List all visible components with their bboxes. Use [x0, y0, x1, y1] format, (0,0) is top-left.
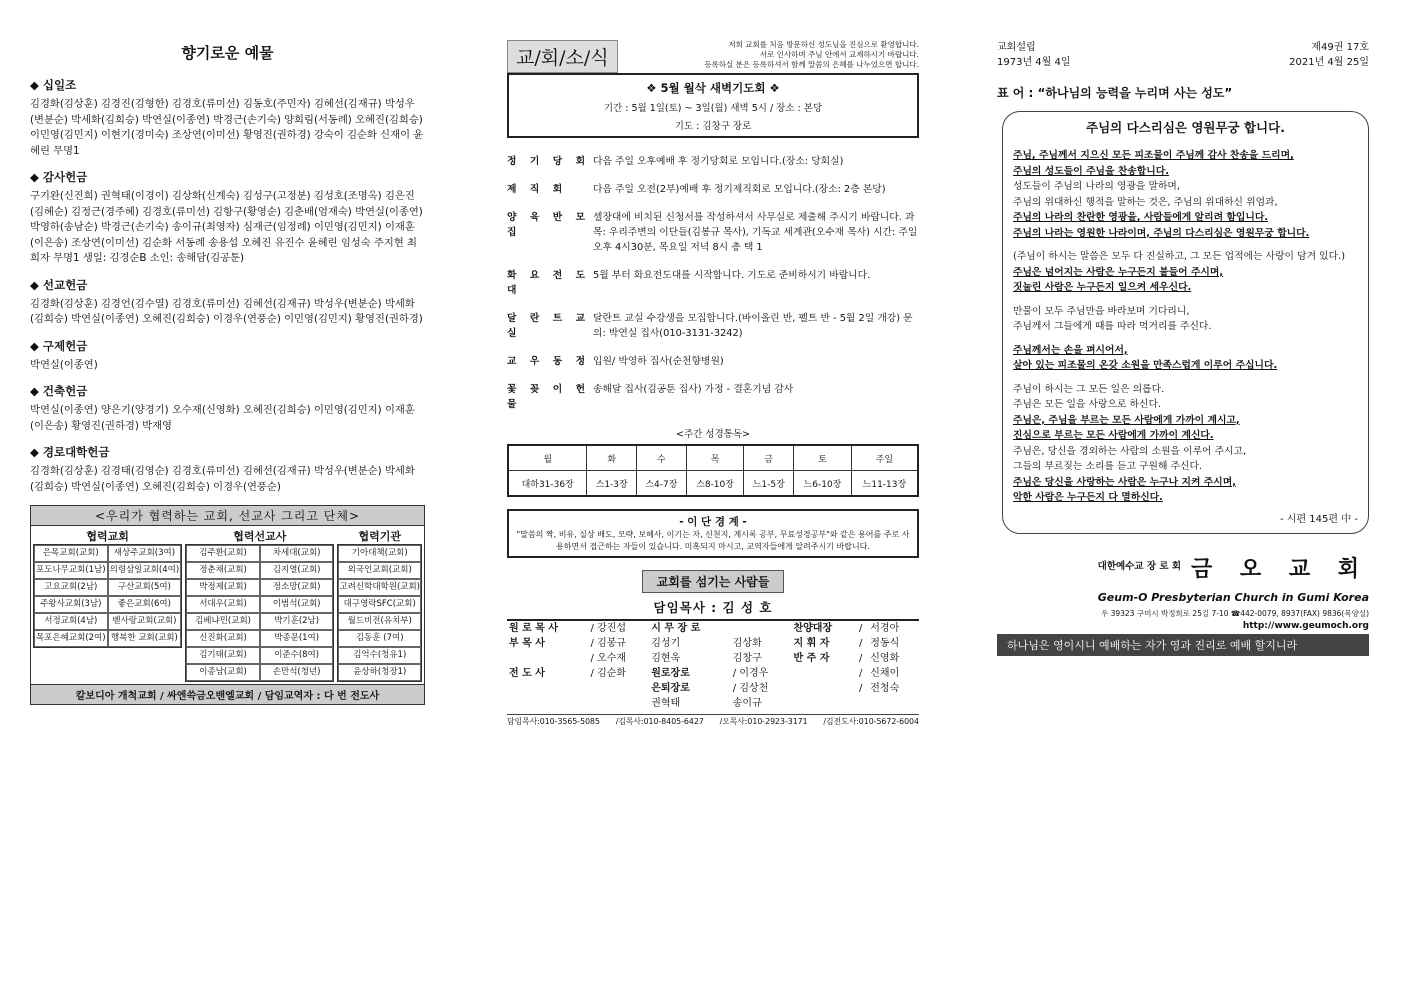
offering-section	[30, 383, 425, 434]
staff-cell: 신채이	[870, 668, 900, 679]
staff-cell: 서경아	[870, 623, 900, 634]
offering-section	[30, 277, 425, 328]
news-intro: 저희 교회를 처음 방문하신 성도님을 진심으로 환영합니다. 서로 인사하며 주님 안에서 교제하시기 바랍니다. 등록하실 분은 등록하셔서 함께 말씀의 은혜를 나누었으면 합니다.	[704, 40, 919, 69]
offering-heading: ◆ 선교헌금	[30, 277, 88, 292]
staff-cell	[589, 681, 650, 696]
psalm-line: 주님의 나라는 영원한 나라이며, 주님의 다스리심은 영원무궁 합니다.	[1013, 227, 1310, 239]
offering-heading: ◆ 경로대학헌금	[30, 445, 110, 459]
notice-text: 달란트 교실 수강생을 모집합니다.(바이올린 반, 펠트 반 - 5월 2일 개강) 문의: 박연실 집사(010-3131-3242)	[593, 313, 913, 339]
staff-cell	[507, 651, 589, 666]
partner-missionary: 서대우(교회)	[186, 596, 260, 613]
church-url[interactable]: http://www.geumoch.org	[1242, 620, 1369, 631]
partner-church: 새상주교회(3여)	[108, 545, 182, 562]
church-english-name: Geum-O Presbyterian Church in Gumi Korea	[1097, 590, 1369, 604]
warning-title: - 이 단 경 계 -	[679, 516, 747, 528]
psalm-line: 그들의 부르짖는 소리를 듣고 구원해 주신다.	[1013, 461, 1203, 472]
partners-title: <우리가 협력하는 교회, 선교사 그리고 단체>	[31, 506, 424, 526]
notice-label: 화 요 전 도 대	[507, 270, 591, 296]
warning-text: "말씀의 짝, 비유, 실상 배도, 모략, 보혜사, 이기는 자, 신천지, 계시록 공부, 무료성경공부"와 같은 용어를 주로 사용하면서 접근하는 자들이 있습니다. 미혹되지 마시고, 교역자들에게 알려주시기 바랍니다.	[516, 530, 910, 551]
staff-row	[507, 636, 919, 651]
partner-missionary: 손만석(청년)	[260, 664, 334, 681]
offering-heading: ◆ 감사헌금	[30, 170, 88, 184]
psalm-line: 주님께서는 손을 펴시어서,	[1013, 344, 1128, 356]
partner-church: 목포은혜교회(2여)	[34, 630, 108, 647]
psalm-reference: - 시편 145편 中 -	[1280, 513, 1358, 525]
church-name: 금 오 교 회	[1191, 555, 1369, 582]
partner-missionary: 박정제(교회)	[186, 579, 260, 596]
partner-missionary: 박기훈(2남)	[260, 613, 334, 630]
staff-row	[507, 666, 919, 681]
bible-day: 토	[794, 445, 852, 471]
offering-names: 김경화(김상훈) 김경언(김수열) 김경호(류미선) 김혜선(김재규) 박성우(변분순) 박세화(김희승) 박연실(이종연) 오혜진(김희승) 이경우(연풍순) 이민영(김민지) 황영진(권하경)	[30, 297, 423, 325]
staff-cell: 권혁태	[651, 698, 681, 709]
staff-cell: /	[858, 668, 863, 679]
partner-org: 대구영락SFC(교회)	[338, 596, 421, 613]
staff-cell: / 김순화	[590, 668, 627, 679]
partner-missionaries-head: 협력선교사	[185, 528, 334, 545]
partners-footer: 칼보디아 개척교회 / 싸엔쓱금오밴엘교회 / 담임교역자 : 다 번 전도사	[31, 684, 424, 704]
partner-missionary: 박종문(1여)	[260, 630, 334, 647]
staff-cell	[868, 696, 919, 711]
phone-list	[507, 714, 919, 727]
notice-item	[507, 154, 919, 169]
partner-orgs	[337, 528, 422, 682]
psalm-line: 진심으로 부르는 모든 사람에게 가까이 계신다.	[1013, 430, 1214, 441]
offering-names: 박연실(이종연) 양은기(양경기) 오수재(신영화) 오혜진(김희승) 이민영(김민지) 이재훈(이은송) 황영진(권하경) 박재영	[30, 404, 415, 432]
phone-number: /김전도사:010-5672-6004	[823, 717, 919, 726]
staff-cell: /	[858, 623, 863, 634]
psalm-box	[1002, 111, 1369, 534]
staff-cell: 김현욱	[651, 653, 681, 664]
staff-cell: / 이경우	[732, 668, 769, 679]
offering-heading: ◆ 구제헌금	[30, 338, 88, 353]
offering-names: 박연실(이종연)	[30, 358, 98, 371]
bible-title: <주간 성경통독>	[675, 429, 750, 440]
news-tab: 교/회/소/식	[507, 40, 618, 73]
dawn-line2: 기도 : 김창구 장로	[674, 121, 752, 132]
partner-missionary: 김베냐민(교회)	[186, 613, 260, 630]
offering-section	[30, 444, 425, 495]
partner-missionary: 김주환(교회)	[186, 545, 260, 562]
psalm-line: 살아 있는 피조물의 온갖 소원을 만족스럽게 이루어 주십니다.	[1013, 360, 1278, 371]
partner-church: 주왕사교회(3남)	[34, 596, 108, 613]
partner-org: 월드비전(유치부)	[338, 613, 421, 630]
motto: 표 어 : “하나님의 능력을 누리며 사는 성도”	[997, 86, 1233, 100]
partner-church: 서정교회(4남)	[34, 613, 108, 630]
psalm-line: 주님은, 주님을 부르는 모든 사람에게 가까이 계시고,	[1013, 414, 1240, 426]
notice-text: 셀장대에 비치된 신청서를 작성하셔서 사무실로 제출해 주시기 바랍니다. 과목: 우리주변의 이단들(김봉규 목사), 기독교 세계관(오수재 목사) 시간: 주일 오후 4시30분, 목요일 저녁 8시 총 택 1	[593, 212, 918, 253]
psalm-gap	[1013, 374, 1358, 382]
psalm-line: 주님, 주님께서 지으신 모든 피조물이 주님께 감사 찬송을 드리며,	[1013, 150, 1294, 161]
partner-missionary: 정춘채(교회)	[186, 562, 260, 579]
notice-label: 달 란 트 교 실	[507, 313, 591, 339]
staff-cell: 원로장로	[651, 668, 690, 679]
offering-names: 구기완(신진희) 권혁태(이경이) 김상화(신계숙) 김성구(고정분) 김성호(조명옥) 김은진(김혜순) 김정근(경주혜) 김경호(류미선) 김항구(황영순) 김춘배(엄재숙) 박연실(이종연) 박영하(송남순) 박경근(손기숙) 송이규(최영자) 심재근(임정례) 이민영(김민지) 이재훈(이은송) 조상연(이미선) 김순화 서동례 송용섭 오혜진 유진수 윤혜린 임성숙 주지현 최희자 무명1 생일: 김경순B 소인: 송해담(김공툰)	[30, 190, 423, 264]
partner-church: 의령삼일교회(4여)	[108, 562, 182, 579]
bible-reading-table	[507, 444, 919, 497]
founded-date: 1973년 4월 4일	[997, 57, 1071, 68]
staff-cell: 정동식	[870, 638, 900, 649]
psalm-gap	[1013, 296, 1358, 304]
staff-cell	[791, 681, 856, 696]
offering-names: 김경화(김상훈) 김경진(김형한) 김경호(류미선) 김동호(주민자) 김혜선(김재규) 박성우(변분순) 박세화(김희승) 박연실(이종연) 박경근(손기숙) 양희림(서동례) 오혜진(김희승) 이민영(김민지) 이현기(경미숙) 조상연(이미선) 황영진(권하경) 강숙이 김순화 신재이 윤혜린 무명1	[30, 98, 424, 157]
psalm-line: 주님은 모든 일을 사랑으로 하신다.	[1013, 399, 1162, 410]
bible-reading: 느1-5장	[744, 471, 794, 497]
partner-church: 포도나무교회(1남)	[34, 562, 108, 579]
slogan-banner: 하나님은 영이시니 예배하는 자가 영과 진리로 예배 할지니라	[997, 634, 1369, 656]
cover-column	[997, 40, 1369, 656]
partner-missionary: 김지열(교회)	[260, 562, 334, 579]
notice-text: 다음 주일 오전(2부)예배 후 정기제직회로 모입니다.(장소: 2층 본당)	[593, 184, 886, 195]
church-address: 우 39323 구미시 박정희로 25길 7-10 ☎442-0079, 8937(FAX) 9836(목양실)	[1100, 608, 1369, 618]
psalm-gap	[1013, 335, 1358, 343]
bible-day: 수	[637, 445, 687, 471]
partner-church: 고요교회(2남)	[34, 579, 108, 596]
offering-heading: ◆ 건축헌금	[30, 384, 88, 398]
psalm-gap	[1013, 241, 1358, 249]
notice-label: 양 육 반 모 집	[507, 212, 591, 238]
psalm-line: 짓눌린 사람은 누구든지 일으켜 세우신다.	[1013, 282, 1192, 293]
offerings-column	[30, 30, 425, 705]
staff-cell	[507, 681, 589, 696]
psalm-line: (주님이 하시는 말씀은 모두 다 진실하고, 그 모든 업적에는 사랑이 담겨 있다.)	[1013, 251, 1346, 262]
staff-row	[507, 681, 919, 696]
notice-item	[507, 268, 919, 298]
bible-day: 월	[508, 445, 587, 471]
staff-cell: / 오수재	[590, 653, 627, 664]
org-label: 교회설립	[997, 42, 1036, 53]
psalm-line: 주님이 하시는 그 모든 일은 의롭다.	[1013, 383, 1165, 395]
partner-org: 외국인교회(교회)	[338, 562, 421, 579]
senior-pastor: 담임목사 : 김 성 호	[653, 600, 773, 615]
staff-cell: 김창구	[732, 653, 762, 664]
psalm-line: 악한 사람은 누구든지 다 멸하신다.	[1013, 492, 1163, 503]
staff-table	[507, 619, 919, 711]
staff-cell: / 김상천	[732, 683, 769, 694]
phone-number: 담임목사:010-3565-5085	[507, 717, 600, 726]
partner-org: 고려신학대학원(교회)	[338, 579, 421, 596]
staff-cell: 부 목 사	[509, 638, 545, 649]
partner-churches	[33, 528, 182, 682]
partner-churches-head: 협력교회	[33, 528, 182, 545]
partner-missionary: 정소망(교회)	[260, 579, 334, 596]
staff-cell: 찬양대장	[793, 623, 833, 634]
issue-number: 제49권 17호	[1311, 42, 1369, 53]
partner-church: 좋은교회(6여)	[108, 596, 182, 613]
offerings-title: 향기로운 예물	[181, 44, 274, 62]
bible-reading: 대하31-36장	[508, 471, 587, 497]
partner-missionary: 이준수(8여)	[260, 647, 334, 664]
psalm-line: 주님은, 당신을 경외하는 사람의 소원을 이루어 주시고,	[1013, 445, 1247, 457]
partner-missionary: 이종남(교회)	[186, 664, 260, 681]
psalm-line: 주님의 위대하신 행적을 말하는 것은, 주님의 위대하신 위엄과,	[1013, 196, 1278, 208]
staff-cell: / 김봉규	[590, 638, 627, 649]
dawn-title: ❖ 5월 월삭 새벽기도회 ❖	[646, 81, 780, 95]
bible-reading: 느6-10장	[794, 471, 852, 497]
partner-missionaries	[185, 528, 334, 682]
church-header	[997, 552, 1369, 583]
offerings-list	[30, 77, 425, 495]
partner-org: 김억수(청유1)	[338, 647, 421, 664]
offering-heading: ◆ 십일조	[30, 78, 77, 92]
partner-church: 구산교회(5여)	[108, 579, 182, 596]
offering-section	[30, 77, 425, 159]
staff-cell	[731, 620, 792, 636]
staff-cell: 전청숙	[870, 683, 900, 694]
staff-cell: 김상화	[732, 638, 762, 649]
dawn-line1: 기간 : 5월 1일(토) ~ 3일(월) 새벽 5시 / 장소 : 본당	[603, 103, 823, 114]
bible-day: 금	[744, 445, 794, 471]
psalm-line: 주님은 당신을 사랑하는 사람은 누구나 지켜 주시며,	[1013, 476, 1236, 488]
denomination: 대한예수교 장 로 회	[1097, 561, 1181, 572]
notice-label: 제 직 회	[507, 184, 568, 195]
offering-section	[30, 169, 425, 267]
phone-number: /김목사:010-8405-6427	[615, 717, 704, 726]
bible-reading: 스4-7장	[637, 471, 687, 497]
staff-cell: 은퇴장로	[651, 683, 690, 694]
partner-org: 윤상하(청장1)	[338, 664, 421, 681]
staff-cell	[857, 696, 868, 711]
dawn-prayer-box	[507, 73, 919, 138]
phone-number: /오목사:010-2923-3171	[719, 717, 808, 726]
notice-item	[507, 354, 919, 369]
bible-day: 화	[587, 445, 637, 471]
psalm-line: 주님의 성도들이 주님을 찬송합니다.	[1013, 165, 1169, 177]
bible-reading: 느11-13장	[851, 471, 918, 497]
heresy-warning-box	[507, 509, 919, 558]
partner-missionary: 차세대(교회)	[260, 545, 334, 562]
notice-item	[507, 210, 919, 255]
staff-cell	[791, 666, 856, 681]
bible-day: 주일	[851, 445, 918, 471]
news-column	[507, 40, 919, 727]
partner-church: 벧사랑교회(교회)	[108, 613, 182, 630]
staff-cell: 원 로 목 사	[509, 623, 559, 634]
partner-church: 은목교회(교회)	[34, 545, 108, 562]
staff-cell: 송이규	[732, 698, 762, 709]
staff-title: 교회를 섬기는 사람들	[642, 570, 785, 593]
staff-row	[507, 651, 919, 666]
partner-church: 행복한 교회(교회)	[108, 630, 182, 647]
psalm-line: 성도들이 주님의 나라의 영광을 말하며,	[1013, 181, 1180, 192]
psalm-line: 주님의 나라의 찬란한 영광을, 사람들에게 알리려 함입니다.	[1013, 212, 1269, 223]
staff-cell: 반 주 자	[793, 653, 830, 664]
partner-orgs-head: 협력기관	[337, 528, 422, 545]
bible-day: 목	[686, 445, 744, 471]
partner-missionary: 신진화(교회)	[186, 630, 260, 647]
notice-item	[507, 311, 919, 341]
notices-list	[507, 154, 919, 412]
partner-missionary: 이범석(교회)	[260, 596, 334, 613]
offering-names: 김경화(김상훈) 김경태(김영순) 김경호(류미선) 김혜선(김재규) 박성우(변분순) 박세화(김희승) 박연실(이종연) 오혜진(김희승) 이경우(연풍순)	[30, 465, 415, 493]
staff-cell: /	[858, 638, 863, 649]
staff-cell	[791, 696, 856, 711]
staff-cell: / 강진섭	[590, 623, 627, 634]
bible-reading: 스8-10장	[686, 471, 744, 497]
staff-cell: /	[858, 653, 863, 664]
staff-cell: /	[858, 683, 863, 694]
notice-item	[507, 382, 919, 412]
psalm-line: 만물이 모두 주님만을 바라보며 기다리니,	[1013, 305, 1190, 317]
staff-row	[507, 620, 919, 636]
staff-row	[507, 696, 919, 711]
partner-org: 기아대책(교회)	[338, 545, 421, 562]
bulletin-date: 2021년 4월 25일	[1289, 57, 1369, 68]
notice-text: 입원/ 박영하 집사(순천향병원)	[593, 356, 724, 367]
staff-cell: 지 휘 자	[793, 638, 830, 649]
notice-label: 정 기 당 회	[507, 156, 591, 167]
bible-reading: 스1-3장	[587, 471, 637, 497]
staff-cell: 전 도 사	[509, 668, 545, 679]
notice-text: 송해달 집사(김공툰 집사) 가정 - 결혼기념 감사	[593, 384, 794, 395]
partner-missionary: 김기태(교회)	[186, 647, 260, 664]
partner-org: 김동훈 (7여)	[338, 630, 421, 647]
staff-cell	[507, 696, 589, 711]
staff-cell	[589, 696, 650, 711]
notice-text: 다음 주일 오후예배 후 정기당회로 모입니다.(장소: 당회실)	[593, 156, 844, 167]
notice-text: 5월 부터 화요전도대를 시작합니다. 기도로 준비하시기 바랍니다.	[593, 270, 871, 281]
staff-cell: 김성기	[651, 638, 681, 649]
staff-cell: 시 무 장 로	[651, 623, 701, 634]
offering-section	[30, 338, 425, 374]
staff-cell: 신영화	[870, 653, 900, 664]
partners-box	[30, 505, 425, 705]
notice-item	[507, 182, 919, 197]
psalm-line: 주님은 넘어지는 사람은 누구든지 붙들어 주시며,	[1013, 266, 1224, 278]
notice-label: 꽃 꽂 이 헌 물	[507, 384, 591, 410]
notice-label: 교 우 동 정	[507, 356, 591, 367]
psalm-title: 주님의 다스리심은 영원무궁 합니다.	[1086, 120, 1285, 135]
psalm-line: 주님께서 그들에게 때를 따라 먹거리를 주신다.	[1013, 321, 1212, 332]
